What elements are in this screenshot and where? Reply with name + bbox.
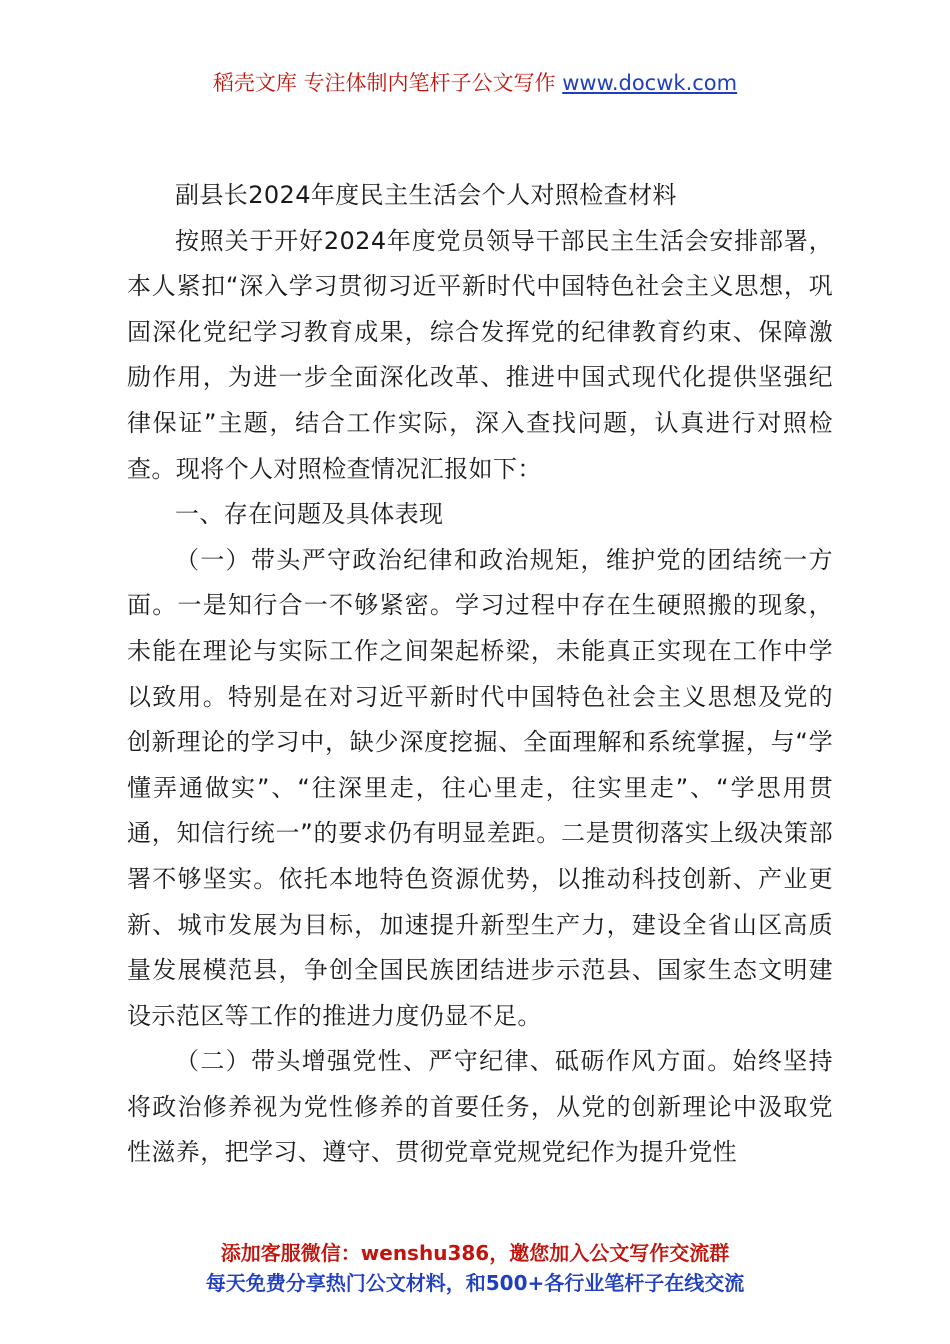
document-body xyxy=(127,173,833,1176)
footer-line-2: 每天免费分享热门公文材料，和500+各行业笔杆子在线交流 xyxy=(205,1271,745,1295)
paragraph-1: （一）带头严守政治纪律和政治规矩，维护党的团结统一方面。一是知行合一不够紧密。学习过程中存在生硬照搬的现象，未能在理论与实际工作之间架起桥梁，未能真正实现在工作中学以致用。特别是在对习近平新时代中国特色社会主义思想及党的创新理论的学习中，缺少深度挖掘、全面理解和系统掌握，与“学懂弄通做实”、“往深里走，往心里走，往实里走”、“学思用贯通，知信行统一”的要求仍有明显差距。二是贯彻落实上级决策部署不够坚实。依托本地特色资源优势，以推动科技创新、产业更新、城市发展为目标，加速提升新型生产力，建设全省山区高质量发展模范县，争创全国民族团结进步示范县、国家生态文明建设示范区等工作的推进力度仍显不足。 xyxy=(127,545,834,1030)
document-title: 副县长2024年度民主生活会个人对照检查材料 xyxy=(175,181,677,209)
header-link[interactable]: www.docwk.com xyxy=(562,71,738,95)
header-text: 稻壳文库 专注体制内笔杆子公文写作 xyxy=(212,71,563,95)
site-header xyxy=(0,68,950,98)
paragraph-2: （二）带头增强党性、严守纪律、砥砺作风方面。始终坚持将政治修养视为党性修养的首要任务，从党的创新理论中汲取党性滋养，把学习、遵守、贯彻党章党规党纪作为提升党性 xyxy=(127,1047,833,1167)
intro-paragraph: 按照关于开好2024年度党员领导干部民主生活会安排部署，本人紧扣“深入学习贯彻习近平新时代中国特色社会主义思想，巩固深化党纪学习教育成果，综合发挥党的纪律教育约束、保障激励作用，为进一步全面深化改革、推进中国式现代化提供坚强纪律保证”主题，结合工作实际，深入查找问题，认真进行对照检查。现将个人对照检查情况汇报如下： xyxy=(127,226,833,483)
promo-footer xyxy=(0,1238,950,1298)
section-heading: 一、存在问题及具体表现 xyxy=(175,500,444,529)
footer-line-1: 添加客服微信：wenshu386，邀您加入公文写作交流群 xyxy=(220,1241,730,1265)
